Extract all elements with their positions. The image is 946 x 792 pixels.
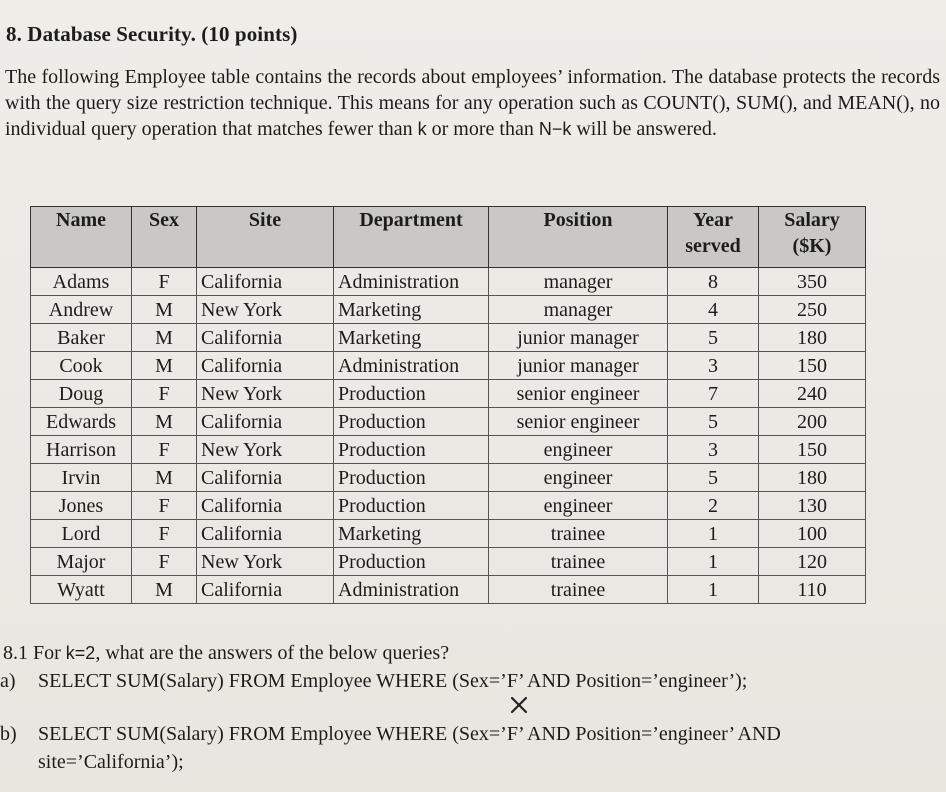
table-row: [31, 548, 866, 576]
header-salary-line1: Salary: [784, 209, 840, 231]
query-b-line1: SELECT SUM(Salary) FROM Employee WHERE (Sex=’F’ AND Position=’engineer’ AND: [38, 723, 781, 745]
header-salary: [759, 207, 866, 268]
cell-department: Production: [334, 548, 489, 576]
cell-site: California: [197, 408, 334, 436]
cell-department: Production: [334, 380, 489, 408]
cell-department: Production: [334, 464, 489, 492]
header-name: Name: [31, 207, 132, 268]
cell-name: Lord: [31, 520, 132, 548]
subquestion-intro-1: 8.1 For: [3, 642, 66, 664]
cell-salary: 180: [759, 464, 866, 492]
cell-name: Doug: [31, 380, 132, 408]
cell-name: Baker: [31, 324, 132, 352]
cell-position: junior manager: [489, 352, 668, 380]
cell-site: California: [197, 492, 334, 520]
cell-name: Irvin: [31, 464, 132, 492]
cell-sex: F: [132, 548, 197, 576]
table-row: [31, 408, 866, 436]
cell-department: Production: [334, 492, 489, 520]
subquestion-k-value: k=2: [65, 643, 96, 663]
cell-year: 7: [668, 380, 759, 408]
cell-site: New York: [197, 436, 334, 464]
table-row: [31, 520, 866, 548]
cell-sex: F: [132, 380, 197, 408]
table-header-row: [31, 207, 866, 268]
table-row: [31, 380, 866, 408]
header-year-served: [668, 207, 759, 268]
cell-sex: M: [132, 296, 197, 324]
intro-text-3: will be answered.: [571, 118, 717, 140]
cell-department: Production: [334, 436, 489, 464]
cell-department: Administration: [334, 352, 489, 380]
intro-n-minus-k: N−k: [538, 119, 572, 139]
cell-position: engineer: [489, 436, 668, 464]
table-row: [31, 324, 866, 352]
cell-position: engineer: [489, 492, 668, 520]
header-salary-line2: ($K): [792, 235, 832, 257]
cell-position: trainee: [489, 520, 668, 548]
cell-site: California: [197, 324, 334, 352]
table-row: [31, 436, 866, 464]
employee-table: [30, 206, 866, 604]
cell-year: 5: [668, 324, 759, 352]
cell-name: Major: [31, 548, 132, 576]
intro-text-2: or more than: [426, 118, 539, 140]
header-sex: Sex: [132, 207, 197, 268]
header-year-line2: served: [685, 235, 741, 257]
cell-salary: 180: [759, 324, 866, 352]
query-a: [0, 670, 747, 693]
cell-year: 1: [668, 520, 759, 548]
cell-sex: M: [132, 464, 197, 492]
cell-salary: 350: [759, 268, 866, 296]
cell-year: 5: [668, 408, 759, 436]
cell-salary: 150: [759, 436, 866, 464]
query-b: [0, 720, 781, 776]
subquestion-intro-2: , what are the answers of the below queries?: [95, 642, 450, 664]
table-row: [31, 464, 866, 492]
cell-sex: M: [132, 408, 197, 436]
cell-position: engineer: [489, 464, 668, 492]
cell-name: Cook: [31, 352, 132, 380]
cell-year: 1: [668, 576, 759, 604]
cell-salary: 110: [759, 576, 866, 604]
header-department: Department: [334, 207, 489, 268]
cell-position: senior engineer: [489, 408, 668, 436]
question-heading: 8. Database Security. (10 points): [6, 22, 298, 46]
cell-year: 3: [668, 352, 759, 380]
cell-site: New York: [197, 296, 334, 324]
handwritten-x-mark-icon: [508, 694, 530, 716]
intro-paragraph: [5, 64, 940, 142]
query-b-line2: site=’California’);: [38, 751, 184, 773]
employee-table-container: [30, 206, 866, 604]
header-site: Site: [197, 207, 334, 268]
header-year-line1: Year: [693, 209, 733, 231]
cell-sex: F: [132, 268, 197, 296]
cell-department: Production: [334, 408, 489, 436]
cell-name: Andrew: [31, 296, 132, 324]
cell-department: Administration: [334, 576, 489, 604]
cell-department: Administration: [334, 268, 489, 296]
cell-position: trainee: [489, 576, 668, 604]
cell-site: California: [197, 464, 334, 492]
intro-k-symbol: k: [417, 119, 427, 139]
cell-sex: M: [132, 324, 197, 352]
cell-sex: F: [132, 520, 197, 548]
cell-salary: 150: [759, 352, 866, 380]
cell-site: California: [197, 576, 334, 604]
table-row: [31, 296, 866, 324]
cell-salary: 100: [759, 520, 866, 548]
cell-site: New York: [197, 548, 334, 576]
cell-salary: 120: [759, 548, 866, 576]
cell-position: senior engineer: [489, 380, 668, 408]
header-position: Position: [489, 207, 668, 268]
table-row: [31, 576, 866, 604]
table-row: [31, 492, 866, 520]
cell-name: Harrison: [31, 436, 132, 464]
table-row: [31, 352, 866, 380]
cell-position: junior manager: [489, 324, 668, 352]
cell-site: California: [197, 520, 334, 548]
cell-year: 5: [668, 464, 759, 492]
cell-sex: F: [132, 436, 197, 464]
cell-salary: 200: [759, 408, 866, 436]
cell-name: Edwards: [31, 408, 132, 436]
cell-position: manager: [489, 268, 668, 296]
cell-site: California: [197, 352, 334, 380]
cell-year: 1: [668, 548, 759, 576]
cell-position: manager: [489, 296, 668, 324]
cell-site: New York: [197, 380, 334, 408]
query-b-label: b): [0, 723, 17, 745]
cell-name: Adams: [31, 268, 132, 296]
cell-year: 3: [668, 436, 759, 464]
cell-position: trainee: [489, 548, 668, 576]
cell-year: 2: [668, 492, 759, 520]
table-row: [31, 268, 866, 296]
cell-sex: M: [132, 352, 197, 380]
cell-name: Wyatt: [31, 576, 132, 604]
cell-sex: F: [132, 492, 197, 520]
cell-salary: 240: [759, 380, 866, 408]
query-a-label: a): [0, 670, 16, 692]
cell-department: Marketing: [334, 296, 489, 324]
intro-text-1: The following Employee table contains the records about employees’ information. The database protects the records with the query size restriction technique. This means for any operation such as COUNT(), SUM(), and MEAN(), no individual query operation that matches fewer than: [5, 66, 940, 140]
cell-site: California: [197, 268, 334, 296]
cell-salary: 250: [759, 296, 866, 324]
cell-year: 8: [668, 268, 759, 296]
table-body: [31, 268, 866, 604]
cell-name: Jones: [31, 492, 132, 520]
cell-department: Marketing: [334, 324, 489, 352]
subquestion-intro: [3, 642, 449, 665]
query-a-text: SELECT SUM(Salary) FROM Employee WHERE (Sex=’F’ AND Position=’engineer’);: [38, 670, 748, 692]
cell-department: Marketing: [334, 520, 489, 548]
cell-sex: M: [132, 576, 197, 604]
cell-year: 4: [668, 296, 759, 324]
cell-salary: 130: [759, 492, 866, 520]
